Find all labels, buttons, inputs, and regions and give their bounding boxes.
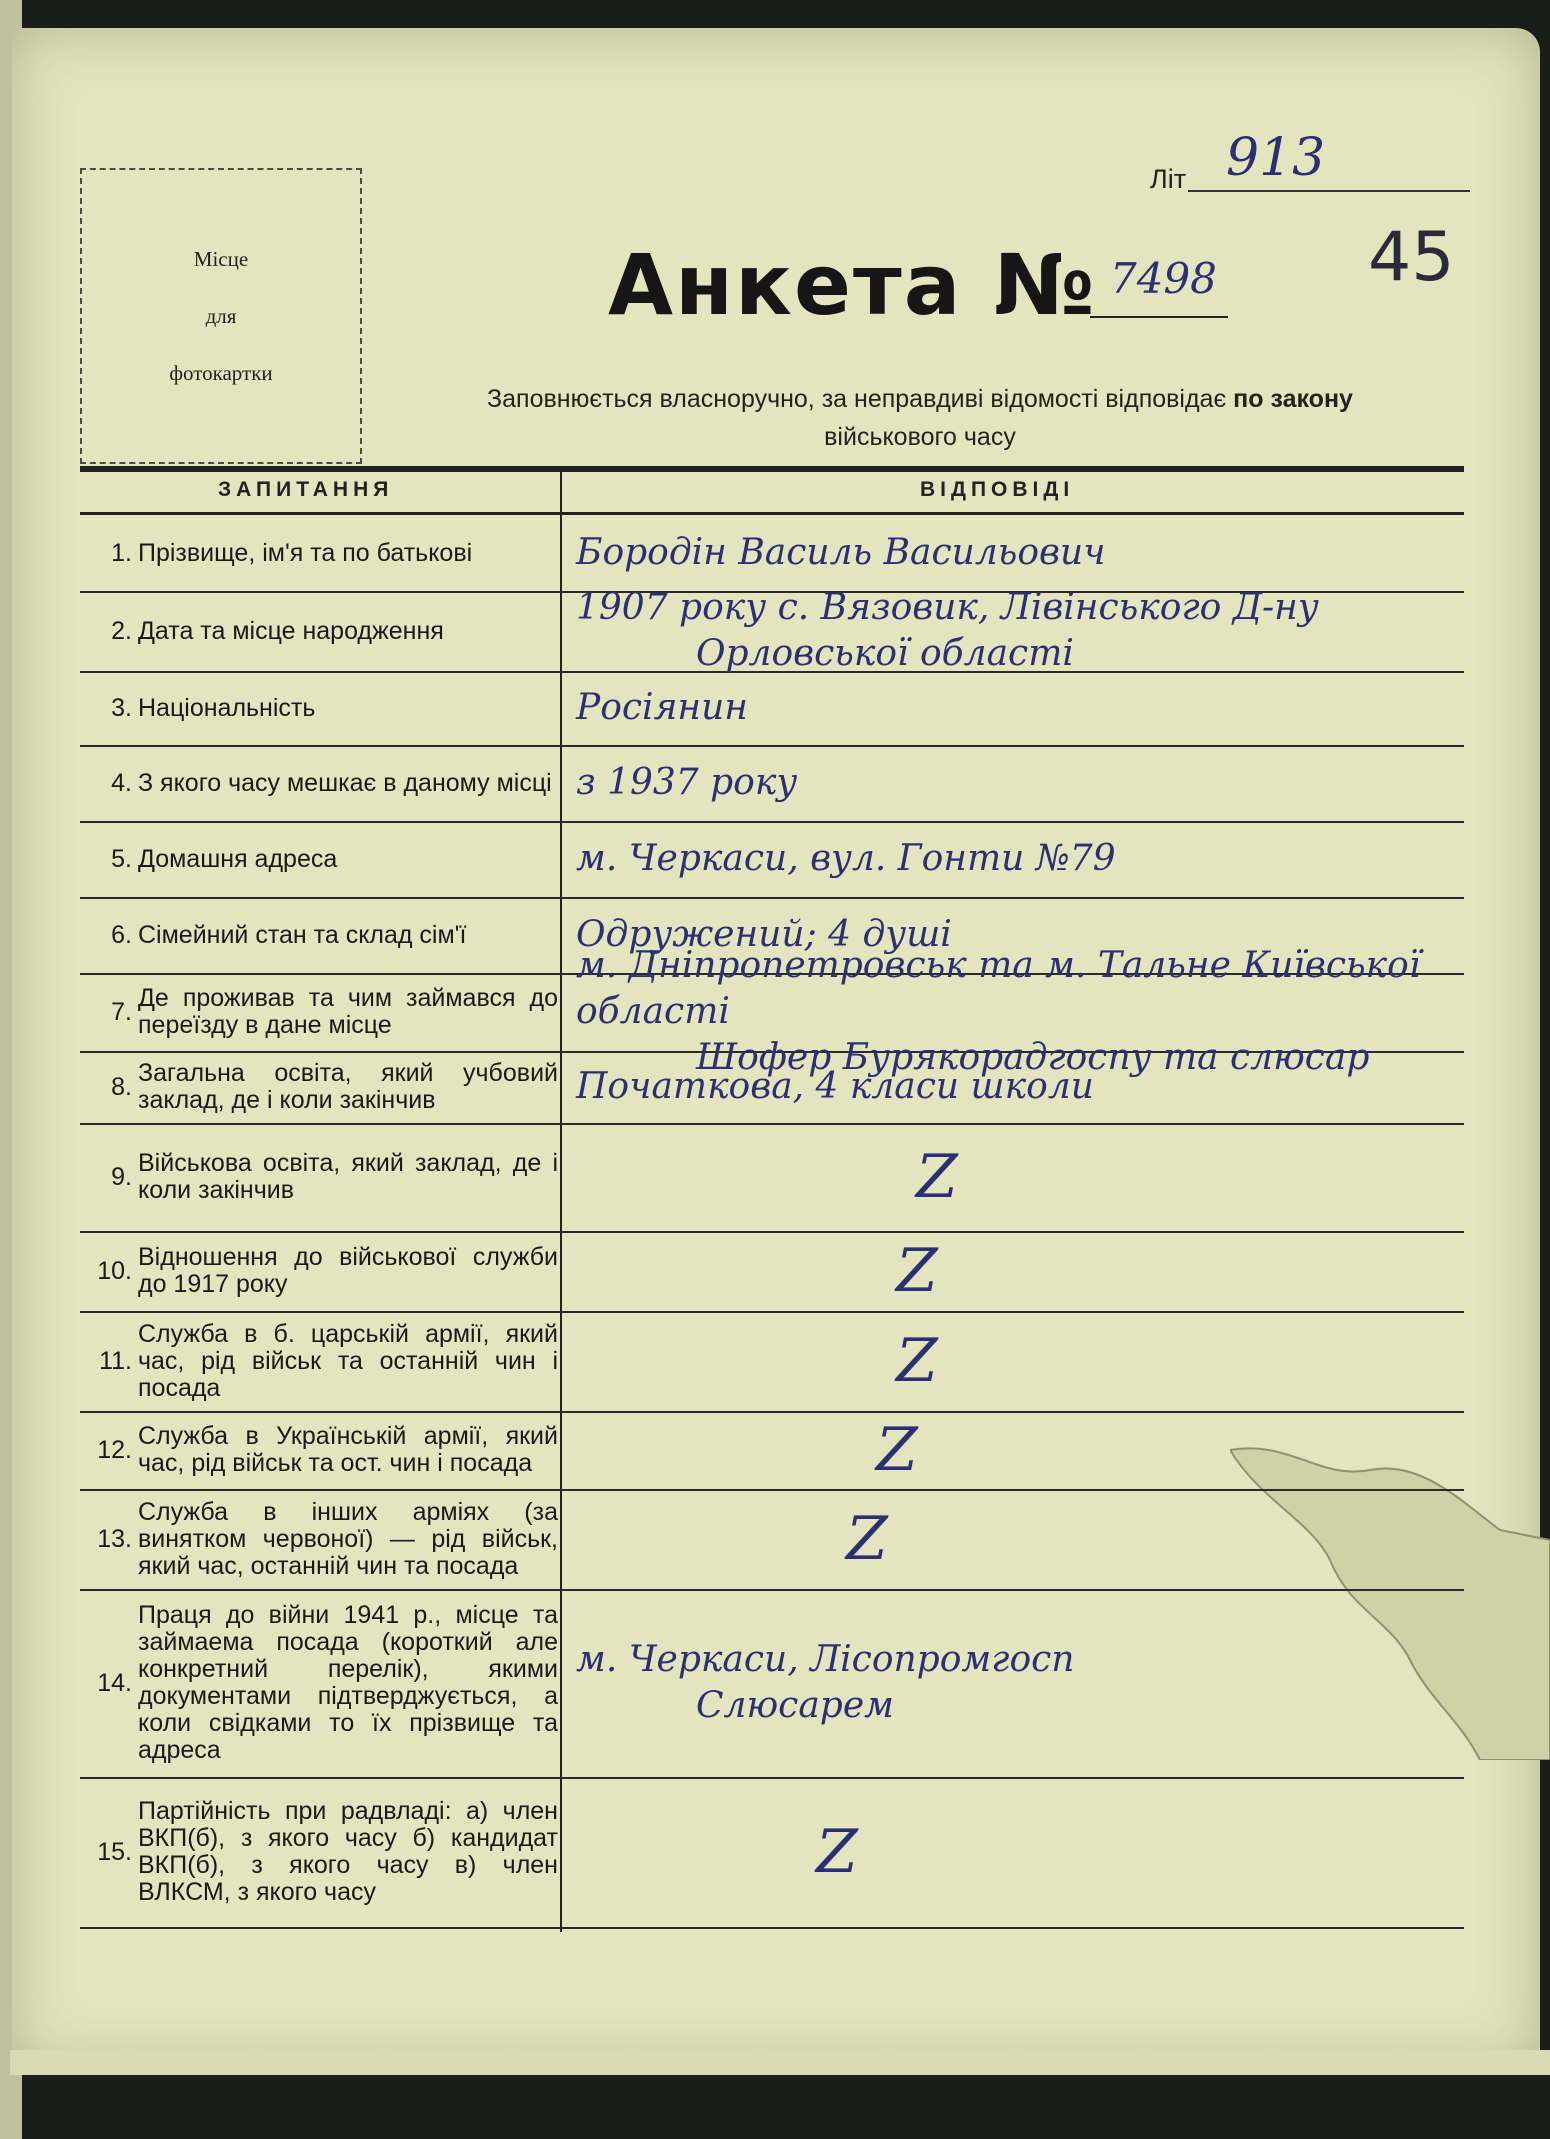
answer-cell <box>576 1411 1464 1489</box>
question-cell <box>86 1051 558 1123</box>
question-number: 11. <box>99 1346 132 1375</box>
table-row <box>80 671 1464 747</box>
answer-text: м. Черкаси, вул. Гонти №79 <box>576 838 1116 879</box>
photo-box-line1: Місце <box>193 246 249 271</box>
lit-label: Літ <box>1150 164 1187 194</box>
table-row <box>80 1231 1464 1313</box>
table-row <box>80 821 1464 899</box>
answer-cell <box>576 1489 1464 1589</box>
table-row <box>80 1489 1464 1591</box>
answer-cell <box>576 1589 1464 1777</box>
answer-cell <box>576 1231 1464 1311</box>
question-cell <box>86 1231 558 1311</box>
answer-text-line2: Орловської області <box>696 633 1074 674</box>
header-question: ЗАПИТАННЯ <box>218 478 394 501</box>
question-text: Служба в Українській армії, який час, рід військ та ост. чин і посада <box>138 1422 558 1477</box>
table-row <box>80 1311 1464 1413</box>
question-text: Сімейний стан та склад сім'ї <box>138 920 467 949</box>
question-cell <box>86 1311 558 1411</box>
answer-cell <box>576 1123 1464 1231</box>
question-number: 13. <box>97 1524 132 1553</box>
answer-cell <box>576 1777 1464 1927</box>
question-cell <box>86 591 558 671</box>
photo-box-line2: для <box>205 303 237 328</box>
answer-dash-mark: Z <box>896 1326 938 1396</box>
subtitle-part1: Заповнюється власноручно, за неправдиві відомості відповідає <box>487 385 1234 413</box>
answer-text: Початкова, 4 класи школи <box>576 1066 1094 1107</box>
question-cell <box>86 1777 558 1927</box>
form-title: Анкета № <box>608 236 1097 334</box>
answer-cell <box>576 515 1464 591</box>
table-row <box>80 515 1464 593</box>
question-number: 14. <box>97 1668 132 1697</box>
answer-dash-mark: Z <box>876 1415 918 1485</box>
lit-underline <box>1188 190 1470 192</box>
answer-cell <box>576 821 1464 897</box>
answer-dash-mark: Z <box>896 1236 938 1306</box>
title-number-underline <box>1090 316 1228 318</box>
question-cell <box>86 1589 558 1777</box>
question-number: 8. <box>111 1072 132 1101</box>
question-number: 7. <box>111 997 132 1026</box>
table-row <box>80 1411 1464 1491</box>
answer-text-line2: Шофер Бурякорадгоспу та слюсар <box>696 1037 1370 1078</box>
question-cell <box>86 671 558 745</box>
question-number: 2. <box>111 616 132 645</box>
form-number: 7498 <box>1110 254 1217 303</box>
subtitle-part3: військового часу <box>824 423 1016 451</box>
answer-text: Росіянин <box>576 687 749 728</box>
table-row <box>80 1589 1464 1779</box>
question-text: Домашня адреса <box>138 844 338 873</box>
question-text: Партійність при радвладі: а) член ВКП(б), з якого часу б) кандидат ВКП(б), з якого часу в) член ВЛКСМ, з якого часу <box>138 1797 558 1906</box>
table-row <box>80 1777 1464 1929</box>
answer-text: Бородін Василь Васильович <box>576 532 1106 573</box>
answer-dash-mark: Z <box>816 1817 858 1887</box>
question-cell <box>86 821 558 897</box>
answer-cell <box>576 1311 1464 1411</box>
answer-text: Одружений; 4 душі <box>576 914 952 955</box>
question-number: 5. <box>111 844 132 873</box>
question-text: Загальна освіта, який учбовий заклад, де і коли закінчив <box>138 1059 558 1114</box>
question-text: Праця до війни 1941 р., місце та займаема посада (короткий але конкретний перелік), якими документами підтверджується, а коли свідками то їх прізвище та адреса <box>138 1601 558 1764</box>
answer-dash-mark: Z <box>916 1142 958 1212</box>
question-number: 15. <box>97 1837 132 1866</box>
question-cell <box>86 973 558 1051</box>
table-top-rule <box>80 466 1464 472</box>
question-text: Де проживав та чим займався до переїзду в дане місце <box>138 984 558 1039</box>
answer-text: м. Дніпропетровськ та м. Тальне Київської області <box>576 945 1421 1032</box>
question-text: Служба в б. царській армії, який час, рід військ та останній чин і посада <box>138 1319 558 1402</box>
table-row <box>80 745 1464 823</box>
table-row <box>80 945 1464 1078</box>
answer-cell <box>576 587 1464 674</box>
question-cell <box>86 745 558 821</box>
question-text: Служба в інших арміях (за винятком червоної) — рід військ, який час, останній чин та посада <box>138 1497 558 1580</box>
answer-cell <box>576 671 1464 745</box>
question-number: 12. <box>97 1435 132 1464</box>
form-subtitle <box>380 380 1460 456</box>
question-text: Дата та місце народження <box>138 616 444 645</box>
question-number: 4. <box>111 768 132 797</box>
page-number: 45 <box>1368 218 1455 297</box>
question-number: 9. <box>111 1162 132 1191</box>
lit-value: 913 <box>1226 128 1326 188</box>
question-number: 1. <box>111 538 132 567</box>
question-cell <box>86 1411 558 1489</box>
photo-box-line3: фотокартки <box>169 360 273 385</box>
question-text: З якого часу мешкає в даному місці <box>138 768 552 797</box>
table-row <box>80 1051 1464 1125</box>
question-cell <box>86 515 558 591</box>
table-row <box>80 1123 1464 1233</box>
question-number: 10. <box>97 1256 132 1285</box>
answer-cell <box>576 745 1464 821</box>
subtitle-part2: по закону <box>1233 385 1353 413</box>
table-row <box>80 587 1464 674</box>
answer-text: м. Черкаси, Лісопромгосп <box>576 1639 1075 1680</box>
question-number: 3. <box>111 693 132 722</box>
bottom-page-edge <box>10 2050 1550 2075</box>
answer-text: з 1937 року <box>576 762 798 803</box>
answer-cell <box>576 945 1464 1078</box>
photo-placeholder-box <box>80 168 362 464</box>
question-number: 6. <box>111 920 132 949</box>
answer-text-line2: Слюсарем <box>696 1685 894 1726</box>
question-text: Національність <box>138 693 316 722</box>
question-cell <box>86 1489 558 1589</box>
question-text: Відношення до військової служби до 1917 року <box>138 1243 558 1298</box>
header-answer: ВІДПОВІДІ <box>920 478 1075 501</box>
answer-dash-mark: Z <box>846 1504 888 1574</box>
answer-text: 1907 року с. Вязовик, Лівінського Д-ну <box>576 587 1319 628</box>
question-text: Військова освіта, який заклад, де і коли закінчив <box>138 1149 558 1204</box>
question-cell <box>86 1123 558 1231</box>
question-text: Прізвище, ім'я та по батькові <box>138 538 473 567</box>
question-cell <box>86 897 558 973</box>
answer-cell <box>576 1051 1464 1123</box>
